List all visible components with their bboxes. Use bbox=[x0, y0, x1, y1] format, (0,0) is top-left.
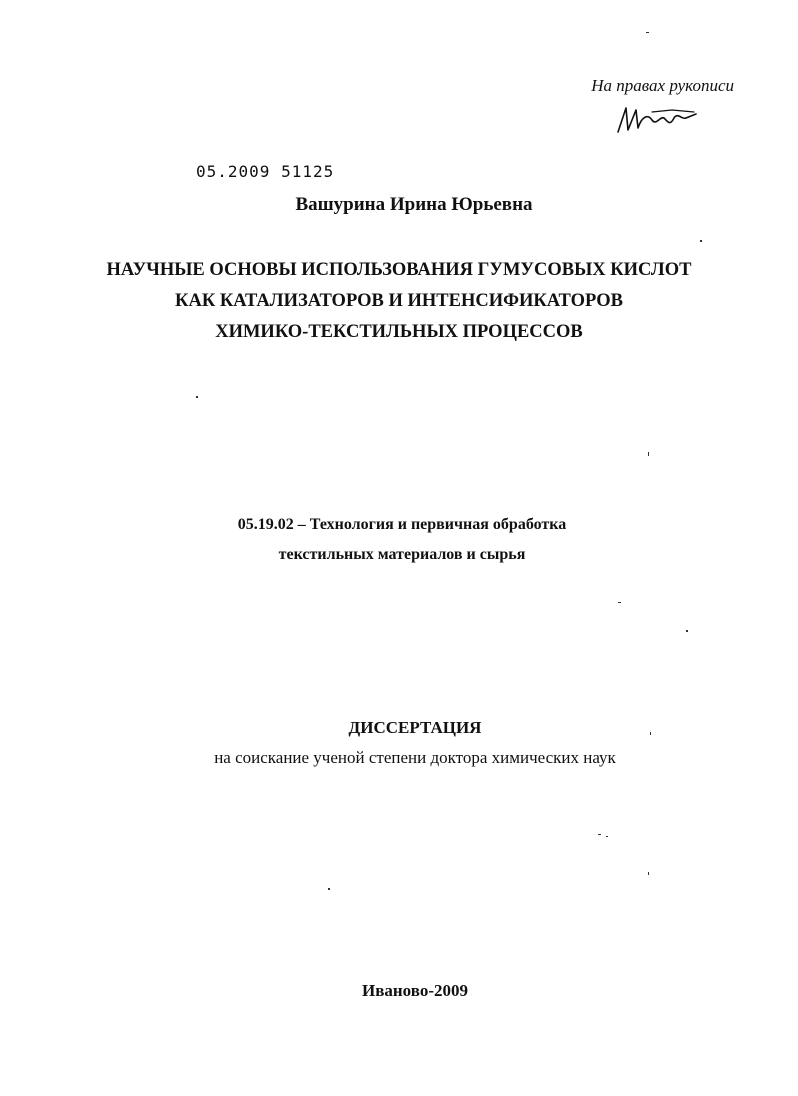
title-line: КАК КАТАЛИЗАТОРОВ И ИНТЕНСИФИКАТОРОВ bbox=[175, 291, 623, 311]
manuscript-rights-note: На правах рукописи bbox=[591, 76, 734, 95]
specialty-code bbox=[0, 510, 798, 570]
scan-speck bbox=[328, 888, 330, 890]
author-name: Вашурина Ирина Юрьевна bbox=[295, 194, 533, 215]
scan-speck bbox=[598, 834, 601, 835]
scan-speck bbox=[606, 836, 608, 837]
scan-speck bbox=[686, 630, 688, 632]
registration-number: 05.2009 51125 bbox=[196, 162, 335, 181]
scan-speck bbox=[196, 396, 198, 398]
specialty-line: текстильных материалов и сырья bbox=[278, 546, 526, 563]
dissertation-title bbox=[0, 255, 798, 348]
scan-speck bbox=[646, 32, 649, 33]
scan-speck bbox=[650, 732, 651, 735]
title-line: НАУЧНЫЕ ОСНОВЫ ИСПОЛЬЗОВАНИЯ ГУМУСОВЫХ КИСЛОТ bbox=[106, 260, 692, 280]
city-year: Иваново-2009 bbox=[361, 981, 468, 1000]
specialty-line: 05.19.02 – Технология и первичная обработка bbox=[237, 516, 567, 533]
author-signature bbox=[612, 102, 702, 138]
scan-speck bbox=[648, 452, 649, 456]
title-line: ХИМИКО-ТЕКСТИЛЬНЫХ ПРОЦЕССОВ bbox=[215, 322, 583, 342]
scan-speck bbox=[618, 602, 621, 603]
degree-statement: на соискание ученой степени доктора химических наук bbox=[214, 748, 616, 767]
scan-speck bbox=[700, 240, 702, 242]
document-type: ДИССЕРТАЦИЯ bbox=[348, 718, 482, 737]
scan-speck bbox=[648, 872, 649, 875]
